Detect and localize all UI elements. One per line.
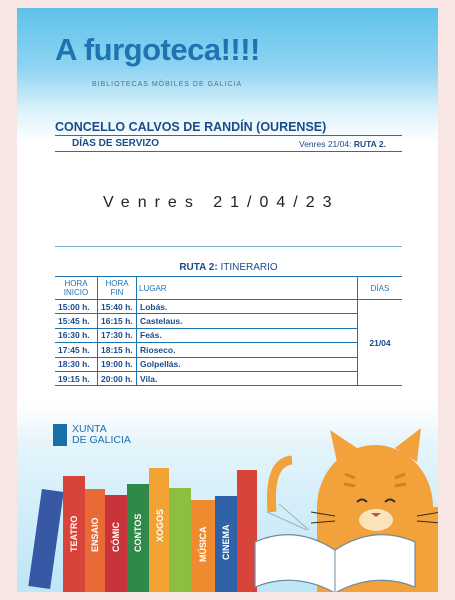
- schedule-table: [55, 276, 402, 386]
- xunta-logo-line2: DE GALICIA: [72, 434, 131, 446]
- table-row: [55, 343, 402, 357]
- concello-heading: CONCELLO CALVOS DE RANDÍN (OURENSE): [55, 120, 327, 134]
- start-time: 19:15 h.: [55, 371, 98, 385]
- end-time: 15:40 h.: [98, 300, 137, 314]
- end-time: 18:15 h.: [98, 343, 137, 357]
- place: Lobás.: [137, 300, 358, 314]
- column-header-place: LUGAR: [137, 277, 358, 300]
- service-date: Venres 21/04: RUTA 2.: [299, 139, 386, 149]
- service-date-large: Venres 21/04/23: [103, 194, 340, 211]
- start-time: 16:30 h.: [55, 328, 98, 342]
- table-row: [55, 300, 402, 314]
- itinerary-heading: RUTA 2: ITINERARIO: [179, 262, 278, 273]
- books-and-cat-illustration: [17, 392, 438, 592]
- start-time: 18:30 h.: [55, 357, 98, 371]
- book-label: CÓMIC: [111, 522, 121, 552]
- table-row: [55, 371, 402, 385]
- end-time: 20:00 h.: [98, 371, 137, 385]
- place: Golpellás.: [137, 357, 358, 371]
- place: Feás.: [137, 328, 358, 342]
- book-label: TEATRO: [69, 515, 79, 552]
- divider: [55, 151, 402, 152]
- days-value: 21/04: [358, 300, 403, 386]
- end-time: 16:15 h.: [98, 314, 137, 328]
- start-time: 17:45 h.: [55, 343, 98, 357]
- xunta-logo-line1: XUNTA: [72, 423, 107, 435]
- poster-subtitle: BIBLIOTECAS MÓBILES DE GALICIA: [92, 81, 243, 88]
- table-row: [55, 357, 402, 371]
- book-label: CONTOS: [133, 513, 143, 552]
- book-label: XOGOS: [155, 508, 165, 542]
- column-header-end: HORA FIN: [98, 277, 137, 300]
- divider: [55, 135, 402, 136]
- column-header-start: HORA INICIO: [55, 277, 98, 300]
- table-row: [55, 328, 402, 342]
- place: Castelaus.: [137, 314, 358, 328]
- end-time: 19:00 h.: [98, 357, 137, 371]
- book-label: MÚSICA: [198, 526, 208, 562]
- service-days-label: DÍAS DE SERVIZO: [72, 138, 160, 149]
- place: Vila.: [137, 371, 358, 385]
- book-label: CINEMA: [221, 524, 231, 560]
- place: Rioseco.: [137, 343, 358, 357]
- start-time: 15:00 h.: [55, 300, 98, 314]
- end-time: 17:30 h.: [98, 328, 137, 342]
- start-time: 15:45 h.: [55, 314, 98, 328]
- book-label: ENSAIO: [90, 517, 100, 552]
- table-row: [55, 314, 402, 328]
- column-header-days: DÍAS: [358, 277, 403, 300]
- poster: [17, 8, 438, 592]
- divider: [55, 246, 402, 247]
- poster-title: A furgoteca!!!!: [55, 32, 260, 67]
